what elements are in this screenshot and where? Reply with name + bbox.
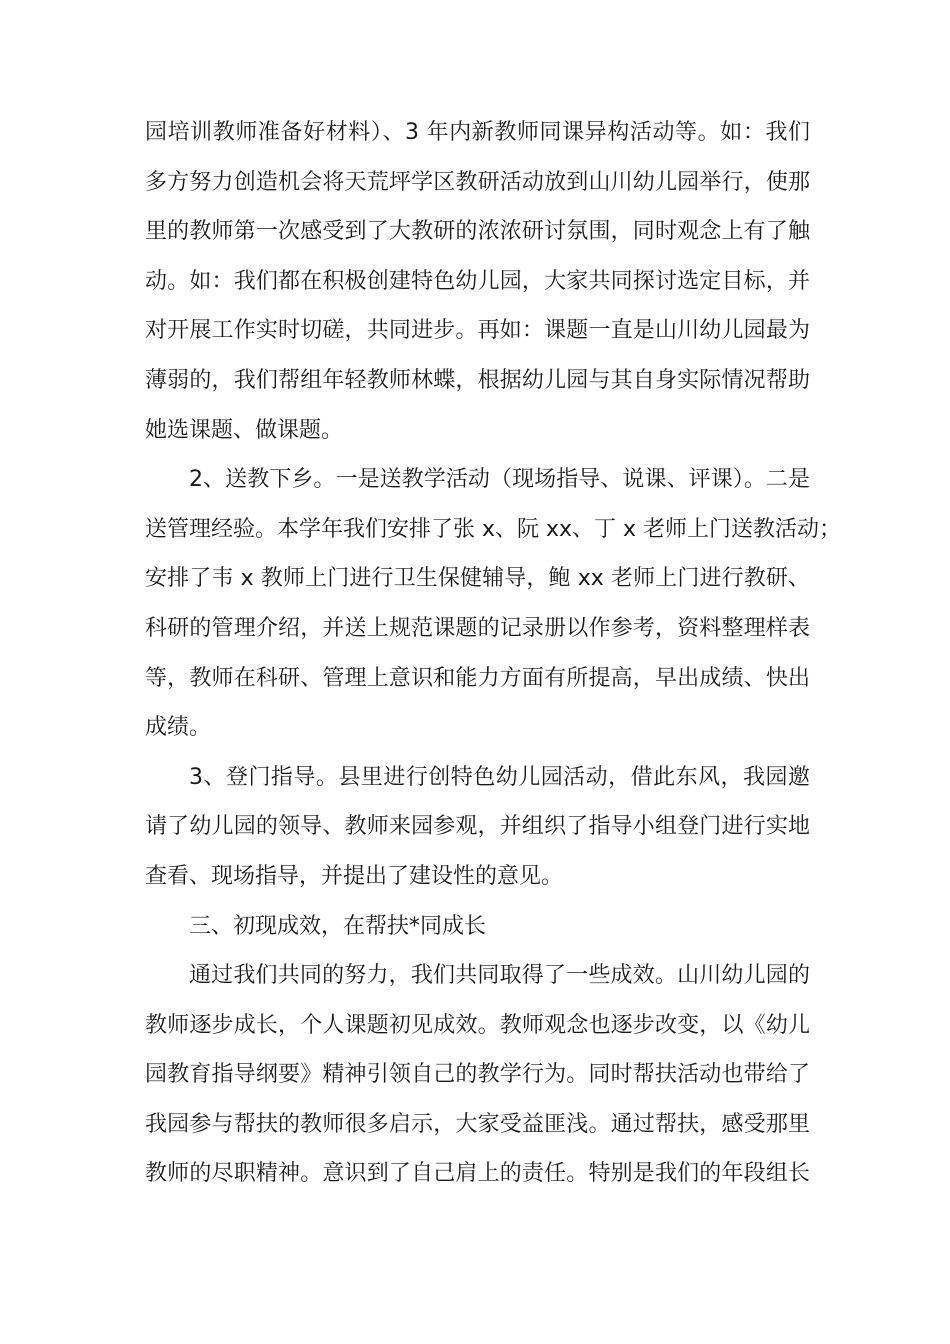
text-line: 对开展工作实时切磋，共同进步。再如：课题一直是山川幼儿园最为 xyxy=(145,318,810,344)
text-line: 三、初现成效，在帮扶*同成长 xyxy=(189,913,487,939)
text-line: 动。如：我们都在积极创建特色幼儿园，大家共同探讨选定目标，并 xyxy=(145,268,810,294)
text-line: 多方努力创造机会将天荒坪学区教研活动放到山川幼儿园举行，使那 xyxy=(145,169,810,195)
text-line: 3、登门指导。县里进行创特色幼儿园活动，借此东风，我园邀 xyxy=(189,764,810,790)
text-line: 通过我们共同的努力，我们共同取得了一些成效。山川幼儿园的 xyxy=(189,963,810,989)
text-line: 教师的尽职精神。意识到了自己肩上的责任。特别是我们的年段组长 xyxy=(145,1161,810,1187)
text-line: 教师逐步成长，个人课题初见成效。教师观念也逐步改变，以《幼儿 xyxy=(145,1012,810,1038)
text-line: 成绩。 xyxy=(145,715,212,741)
text-line: 安排了韦 x 教师上门进行卫生保健辅导，鲍 xx 老师上门进行教研、 xyxy=(145,566,810,592)
body-text xyxy=(145,108,842,1199)
text-line: 里的教师第一次感受到了大教研的浓浓研讨氛围，同时观念上有了触 xyxy=(145,219,810,245)
text-line: 薄弱的，我们帮组年轻教师林蝶，根据幼儿园与其自身实际情况帮助 xyxy=(145,367,810,393)
text-line: 科研的管理介绍，并送上规范课题的记录册以作参考，资料整理样表 xyxy=(145,615,810,641)
text-line: 园教育指导纲要》精神引领自己的教学行为。同时帮扶活动也带给了 xyxy=(145,1062,810,1088)
text-line: 我园参与帮扶的教师很多启示，大家受益匪浅。通过帮扶，感受那里 xyxy=(145,1111,810,1137)
text-line: 等，教师在科研、管理上意识和能力方面有所提高，早出成绩、快出 xyxy=(145,665,810,691)
text-line: 园培训教师准备好材料）、3 年内新教师同课异构活动等。如：我们 xyxy=(145,120,810,145)
text-line: 她选课题、做课题。 xyxy=(145,417,344,443)
text-line: 2、送教下乡。一是送教学活动（现场指导、说课、评课）。二是 xyxy=(189,467,810,493)
text-line: 送管理经验。本学年我们安排了张 x、阮 xx、丁 x 老师上门送教活动； xyxy=(145,516,842,542)
text-line: 请了幼儿园的领导、教师来园参观，并组织了指导小组登门进行实地 xyxy=(145,814,810,840)
text-line: 查看、现场指导，并提出了建设性的意见。 xyxy=(145,863,564,889)
